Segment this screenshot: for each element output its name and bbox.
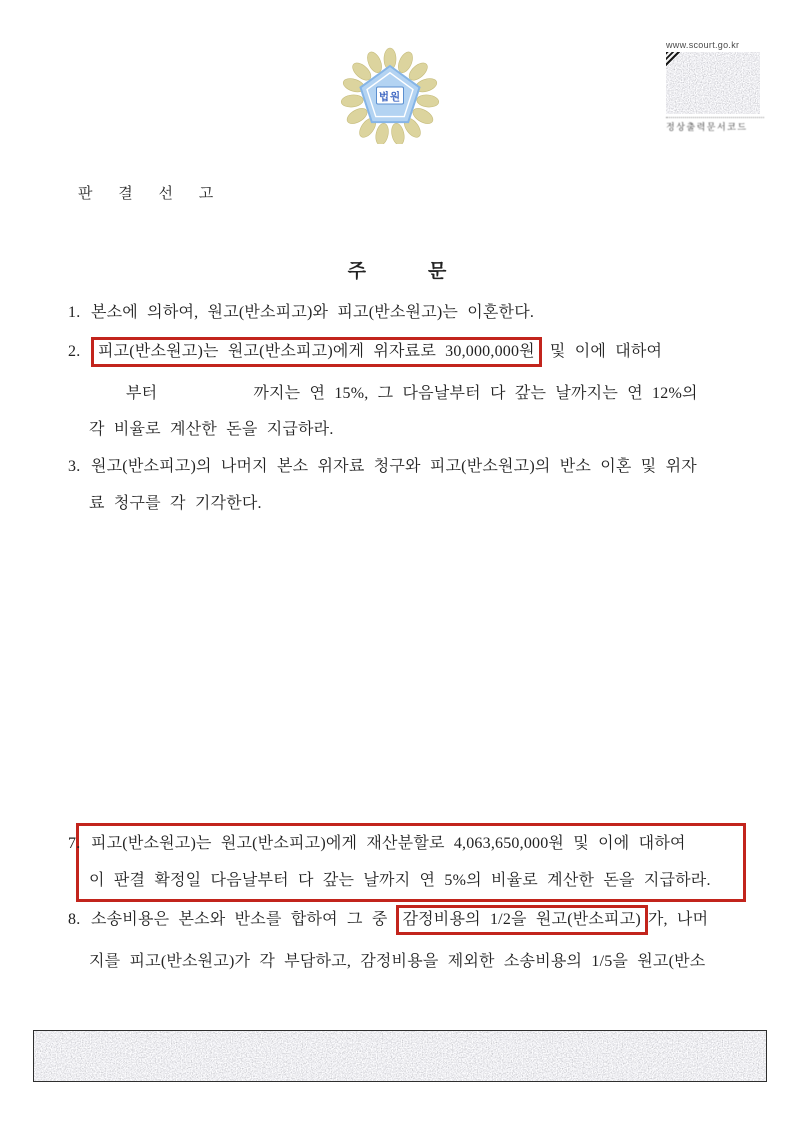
order-item-1 (68, 302, 534, 323)
item-text: 까지는 연 15%, 그 다음날부터 다 갚는 날까지는 연 12%의 (253, 385, 698, 402)
order-item-2-line-1 (68, 341, 662, 362)
item-text: 료 청구를 각 기각한다. (89, 495, 262, 512)
highlight-box-alimony: 피고(반소원고)는 원고(반소피고)에게 위자료로 30,000,000원 (91, 337, 542, 367)
order-item-7-line-1 (68, 833, 686, 854)
item-text: 각 비율로 계산한 돈을 지급하라. (89, 421, 334, 438)
item-text: 및 이에 대하여 (549, 343, 663, 360)
item-number: 7. (68, 835, 81, 852)
item-text: 본소에 의하여, 원고(반소피고)와 피고(반소원고)는 이혼한다. (91, 304, 535, 321)
verification-barcode-block (666, 40, 764, 133)
order-item-7-line-2 (89, 870, 711, 891)
court-emblem-icon (337, 44, 443, 144)
order-item-3-line-1 (68, 456, 697, 477)
item-number: 8. (68, 911, 81, 928)
order-heading-left: 주 (347, 261, 366, 282)
redaction-noise-bar (33, 1030, 767, 1082)
item-text: 부터 (126, 385, 158, 402)
order-item-3-line-2 (89, 493, 262, 514)
item-text: 이 판결 확정일 다음날부터 다 갚는 날까지 연 5%의 비율로 계산한 돈을 지급하라. (89, 872, 711, 889)
highlight-box-appraisal-cost: 감정비용의 1/2을 원고(반소피고) (396, 905, 648, 935)
barcode-caption: 정상출력문서코드 (666, 117, 764, 133)
item-text: 소송비용은 본소와 반소를 합하여 그 중 (91, 911, 388, 928)
item-number: 2. (68, 343, 81, 360)
order-item-8-line-1 (68, 909, 708, 930)
item-text: 피고(반소원고)는 원고(반소피고)에게 재산분할로 4,063,650,000원 및 이에 대하여 (91, 835, 686, 852)
item-text: 가, 나머 (647, 911, 709, 928)
barcode-image (666, 52, 760, 114)
item-number: 3. (68, 458, 81, 475)
order-heading-right: 문 (428, 261, 447, 282)
item-text: 지를 피고(반소원고)가 각 부담하고, 감정비용을 제외한 소송비용의 1/5을 원고(반소 (89, 953, 706, 970)
order-item-8-line-2 (89, 951, 705, 972)
pronouncement-title: 판 결 선 고 (78, 186, 225, 202)
item-number: 1. (68, 304, 81, 321)
court-emblem-label: 법원 (378, 91, 402, 103)
item-text: 원고(반소피고)의 나머지 본소 위자료 청구와 피고(반소원고)의 반소 이혼 및 위자 (91, 458, 697, 475)
scourt-url-text: www.scourt.go.kr (666, 40, 740, 50)
order-item-2-line-3 (89, 419, 334, 440)
order-item-2-line-2 (126, 383, 698, 404)
order-heading (0, 256, 794, 283)
